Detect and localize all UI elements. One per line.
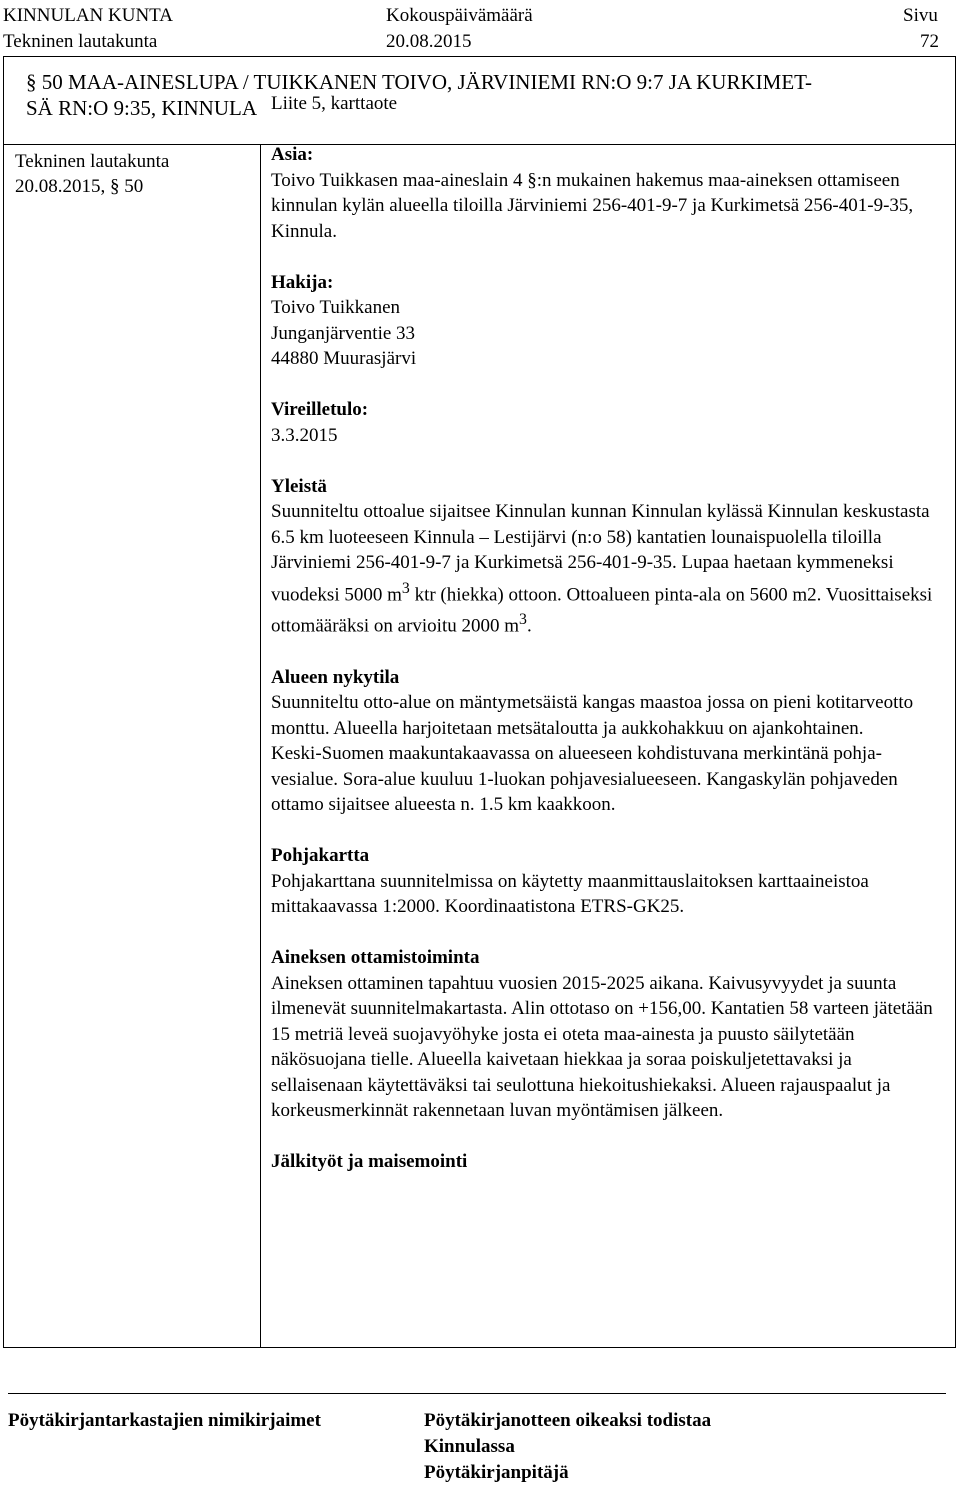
section-title-line-2: SÄ RN:O 9:35, KINNULA (26, 96, 257, 120)
yleista-sup-2: 3 (519, 611, 527, 629)
section-body (271, 91, 941, 1175)
nykytila-text-2: Keski-Suomen maakuntakaavassa on alueeseen kohdistuvana merkintänä pohja-vesialue. Sora-alue kuuluu 1-luokan pohjavesialueeseen. Kangaskylän pohjaveden ottamo sijaitsee alueesta n. 1.5 km kaakkoon. (271, 743, 898, 816)
section-title-line-1: § 50 MAA-AINESLUPA / TUIKKANEN TOIVO, JÄRVINIEMI RN:O 9:7 JA KURKIMET- (26, 70, 813, 94)
board-name: Tekninen lautakunta (3, 31, 158, 52)
municipality-name: KINNULAN KUNTA (3, 5, 173, 26)
meeting-date: 20.08.2015 (386, 31, 472, 52)
asia-heading: Asia: (271, 144, 314, 165)
yleista-text-1: Suunniteltu ottoalue sijaitsee Kinnulan kunnan Kinnulan kylässä Kinnulan keskustasta 6.5 km luoteeseen Kinnula – Lestijärvi (n:o 58) kantatien lounaispuolella tiloilla Järviniemi 256-401-9-7 ja Kurkimetsä 256-401-9-35. Lupaa haetaan kymmeneksi vuodeksi 5000 m (271, 501, 930, 605)
pohjakartta-text: Pohjakarttana suunnitelmissa on käytetty maanmittauslaitoksen karttaaineistoa mittakaavassa 1:2000. Koordinaatistona ETRS-GK25. (271, 870, 869, 918)
certified-label: Pöytäkirjanotteen oikeaksi todistaa (424, 1410, 712, 1431)
pohjakartta-heading: Pohjakartta (271, 845, 370, 867)
page-number: 72 (920, 31, 939, 52)
aines-text: Aineksen ottaminen tapahtuu vuosien 2015-2025 aikana. Kaivusyvyydet ja suunta ilmenevät suunnitelmakartasta. Alin ottotaso on +156,00. Kantatien 58 varteen jätetään 15 metriä leveä suojavyöhyke josta ei oteta maa-ainesta ja puusto säilytetään näkösuojana tielle. Alueella kaivetaan hiekkaa ja soraa poiskuljetettavaksi ja sellaisenaan käytettäväksi tai seulottuna hiekoitushiekaksi. Alueen rajauspaalut ja korkeusmerkinnät rakennetaan luvan myöntämisen jälkeen. (271, 972, 933, 1122)
aines-heading: Aineksen ottamistoiminta (271, 947, 480, 969)
hakija-street: Junganjärventie 33 (271, 322, 416, 344)
minutes-keeper: Pöytäkirjanpitäjä (424, 1462, 569, 1483)
vireilletulo-date: 3.3.2015 (271, 424, 338, 446)
certified-place: Kinnulassa (424, 1436, 515, 1457)
initials-label: Pöytäkirjantarkastajien nimikirjaimet (8, 1410, 321, 1431)
page-label: Sivu (903, 5, 938, 26)
attachment-note: Liite 5, karttaote (271, 93, 398, 114)
yleista-paragraph (271, 499, 941, 639)
hakija-heading: Hakija: (271, 271, 334, 293)
footer-rule (8, 1393, 946, 1394)
yleista-heading: Yleistä (271, 475, 327, 497)
hakija-name: Toivo Tuikkanen (271, 297, 401, 318)
hakija-city: 44880 Muurasjärvi (271, 348, 417, 369)
column-divider (260, 145, 261, 1347)
meeting-board: Tekninen lautakunta (15, 151, 170, 172)
jalkityot-heading: Jälkityöt ja maisemointi (271, 1151, 468, 1173)
nykytila-heading: Alueen nykytila (271, 666, 400, 688)
yleista-text-3: . (526, 615, 532, 637)
asia-text: Toivo Tuikkasen maa-aineslain 4 §:n mukainen hakemus maa-aineksen ottamiseen kinnulan kylän alueella tiloilla Järviniemi 256-401-9-7 ja Kurkimetsä 256-401-9-35, Kinnula. (271, 169, 914, 242)
meeting-reference (15, 149, 255, 199)
yleista-text-2: ktr (hiekka) ottoon. Ottoalueen pinta-ala on 5600 m2. Vuosittaiseksi ottomääräksi on arvioitu 2000 m (271, 583, 933, 637)
meeting-date-label: Kokouspäivämäärä (386, 5, 533, 26)
yleista-sup-1: 3 (401, 579, 410, 597)
vireilletulo-heading: Vireilletulo: (271, 399, 369, 420)
meeting-date-section: 20.08.2015, § 50 (15, 176, 144, 197)
nykytila-text-1: Suunniteltu otto-alue on mäntymetsäistä kangas maastoa jossa on pieni kotitarveotto monttu. Alueella harjoitetaan metsätaloutta ja aukkohakkuu on ajankohtainen. (271, 692, 914, 739)
